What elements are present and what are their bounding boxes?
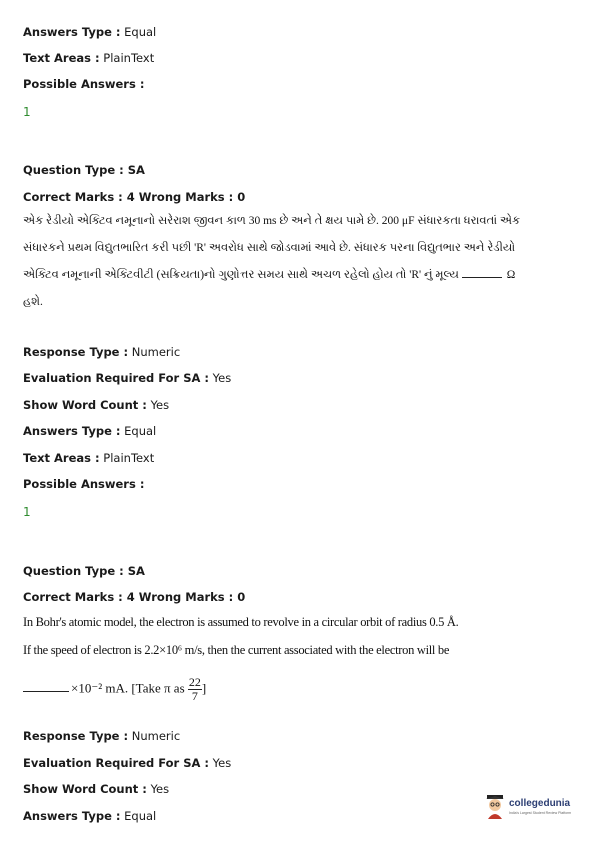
response-type-label: Response Type : xyxy=(23,345,129,359)
question-line xyxy=(23,262,516,289)
marks-row xyxy=(23,190,245,204)
question-type-row xyxy=(23,163,145,177)
mascot-icon xyxy=(484,794,506,820)
text-areas-label: Text Areas : xyxy=(23,51,100,65)
question-line: In Bohr's atomic model, the electron is assumed to revolve in a circular orbit of radius 0.5 Å. xyxy=(23,615,459,629)
marks-label: Correct Marks : 4 Wrong Marks : 0 xyxy=(23,190,246,204)
text-areas-row xyxy=(23,451,154,465)
fraction xyxy=(188,676,202,703)
answers-type-label: Answers Type : xyxy=(23,25,121,39)
possible-answer-value: 1 xyxy=(23,105,31,119)
question-type-label: Question Type : SA xyxy=(23,163,145,177)
word-count-row xyxy=(23,398,169,412)
possible-answers-label: Possible Answers : xyxy=(23,477,145,491)
question-line: એક રેડીયો એક્ટિવ નમૂનાનો સરેરાશ જીવન કાળ 30 ms છે અને તે ક્ષય પામે છે. 200 μF સંધારકતા ધરાવતાં એક xyxy=(23,215,521,227)
possible-answers-row xyxy=(23,77,144,91)
collegedunia-logo xyxy=(484,792,584,826)
question-line: સંધારકને પ્રથમ વિદ્યુતભારિત કરી પછી 'R' અવરોધ સાથે જોડવામાં આવે છે. સંધારક પરના વિદ્યુતભાર અને રેડીયો xyxy=(23,242,516,254)
answers-type-value: Equal xyxy=(124,424,157,438)
logo-tagline: India's Largest Student Review Platform xyxy=(509,811,572,815)
evaluation-value: Yes xyxy=(212,756,232,770)
question-line-text: ×10⁻² mA. [Take π as xyxy=(71,680,185,696)
answers-type-row xyxy=(23,809,156,823)
question-type-row xyxy=(23,564,145,578)
marks-label: Correct Marks : 4 Wrong Marks : 0 xyxy=(23,590,246,604)
fraction-numerator: 22 xyxy=(188,675,201,689)
marks-row xyxy=(23,590,245,604)
answer-blank xyxy=(462,277,502,278)
response-type-row xyxy=(23,345,180,359)
possible-answers-label: Possible Answers : xyxy=(23,77,145,91)
text-areas-value: PlainText xyxy=(103,51,155,65)
closing-bracket: ] xyxy=(201,680,207,696)
answer-blank xyxy=(23,691,69,692)
text-areas-label: Text Areas : xyxy=(23,451,100,465)
response-type-row xyxy=(23,729,180,743)
answers-type-row xyxy=(23,25,156,39)
question-line-text: એક્ટિવ નમૂનાની એક્ટિવીટી (સક્રિયતા)નો ગુણોત્તર સમય સાથે અચળ રહેલો હોય તો 'R' નું મૂલ્ય xyxy=(23,269,459,281)
question-line: If the speed of electron is 2.2×10⁶ m/s, then the current associated with the electron will be xyxy=(23,643,450,657)
answers-type-label: Answers Type : xyxy=(23,424,121,438)
evaluation-label: Evaluation Required For SA : xyxy=(23,756,210,770)
evaluation-value: Yes xyxy=(212,371,232,385)
question-line xyxy=(23,676,206,703)
logo-name: collegedunia xyxy=(509,798,571,809)
answers-type-row xyxy=(23,424,156,438)
evaluation-label: Evaluation Required For SA : xyxy=(23,371,210,385)
text-areas-row xyxy=(23,51,154,65)
answers-type-value: Equal xyxy=(124,809,157,823)
possible-answers-row xyxy=(23,477,144,491)
response-type-label: Response Type : xyxy=(23,729,129,743)
answers-type-value: Equal xyxy=(124,25,157,39)
response-type-value: Numeric xyxy=(131,345,181,359)
possible-answer-value: 1 xyxy=(23,505,31,519)
text-areas-value: PlainText xyxy=(103,451,155,465)
unit-symbol: Ω xyxy=(506,269,516,281)
word-count-row xyxy=(23,782,169,796)
question-line: હશે. xyxy=(23,296,43,308)
question-text xyxy=(23,208,521,316)
question-type-label: Question Type : SA xyxy=(23,564,145,578)
word-count-value: Yes xyxy=(150,398,170,412)
evaluation-row xyxy=(23,756,231,770)
word-count-value: Yes xyxy=(150,782,170,796)
fraction-denominator: 7 xyxy=(191,689,198,703)
response-type-value: Numeric xyxy=(131,729,181,743)
word-count-label: Show Word Count : xyxy=(23,398,147,412)
evaluation-row xyxy=(23,371,231,385)
answers-type-label: Answers Type : xyxy=(23,809,121,823)
word-count-label: Show Word Count : xyxy=(23,782,147,796)
